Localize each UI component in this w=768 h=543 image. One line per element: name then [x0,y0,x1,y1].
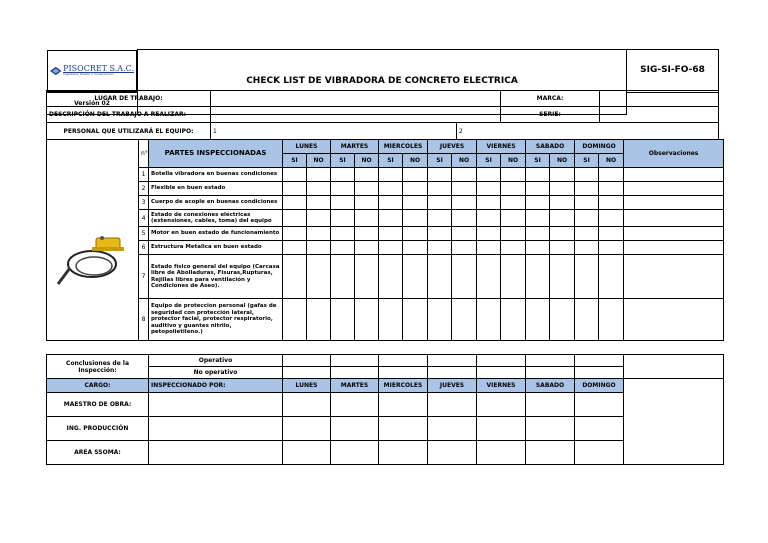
si-header: SI [331,154,355,168]
sig-obs[interactable] [624,379,724,465]
check-cell[interactable] [331,182,355,196]
cell[interactable] [526,367,575,379]
check-cell[interactable] [599,299,624,341]
check-cell[interactable] [355,255,379,299]
check-cell[interactable] [379,196,403,210]
check-cell[interactable] [452,241,477,255]
obs-cell[interactable] [624,168,724,182]
inspeccionado-header: INSPECCIONADO POR: [149,379,283,393]
check-cell[interactable] [550,227,575,241]
check-cell[interactable] [307,210,331,227]
day-header-domingo: DOMINGO [575,140,624,154]
check-cell[interactable] [283,255,307,299]
marca-field[interactable] [600,91,719,107]
check-cell[interactable] [501,241,526,255]
sig-cell[interactable] [526,393,575,417]
vibrator-image [52,230,130,292]
check-cell[interactable] [403,168,428,182]
check-cell[interactable] [283,241,307,255]
no-header: NO [550,154,575,168]
no-header: NO [452,154,477,168]
check-cell[interactable] [403,196,428,210]
sig-day-viernes: VIERNES [477,379,526,393]
check-cell[interactable] [428,255,452,299]
obs-cell[interactable] [624,241,724,255]
cell[interactable] [331,367,379,379]
check-cell[interactable] [477,299,501,341]
serie-label: SERIE: [501,107,600,123]
descripcion-field[interactable] [211,107,501,123]
cell[interactable] [283,367,331,379]
lugar-field[interactable] [211,91,501,107]
check-cell[interactable] [550,255,575,299]
check-cell[interactable] [550,241,575,255]
sig-day-jueves: JUEVES [428,379,477,393]
si-header: SI [575,154,599,168]
check-cell[interactable] [428,241,452,255]
check-cell[interactable] [550,182,575,196]
check-cell[interactable] [599,182,624,196]
obs-cell[interactable] [624,255,724,299]
marca-label: MARCA: [501,91,600,107]
check-cell[interactable] [307,168,331,182]
sig-cell[interactable] [575,393,624,417]
si-header: SI [428,154,452,168]
sig-cell[interactable] [526,441,575,465]
no-header: NO [307,154,331,168]
obs-cell[interactable] [624,182,724,196]
obs-cell[interactable] [624,299,724,341]
check-cell[interactable] [403,241,428,255]
item-text: Equipo de proteccion personal (gafas de seguridad con protección lateral, protector facial, protector respiratorio, auditivo y guantes nitrilo, petopolietileno.) [149,299,283,341]
check-cell[interactable] [599,168,624,182]
check-cell[interactable] [403,182,428,196]
check-cell[interactable] [355,241,379,255]
item-number: 6 [139,241,149,255]
day-header-sabado: SABADO [526,140,575,154]
check-cell[interactable] [403,255,428,299]
check-cell[interactable] [403,227,428,241]
obs-header: Observaciones [624,140,724,168]
check-cell[interactable] [575,227,599,241]
check-cell[interactable] [428,168,452,182]
check-cell[interactable] [379,182,403,196]
check-cell[interactable] [452,255,477,299]
sig-day-sabado: SABADO [526,379,575,393]
check-cell[interactable] [283,182,307,196]
item-text: Flexible en buen estado [149,182,283,196]
sig-cell[interactable] [526,417,575,441]
signatures-section [46,378,724,465]
item-number: 1 [139,168,149,182]
check-cell[interactable] [428,210,452,227]
check-cell[interactable] [526,255,550,299]
checklist-table [46,139,724,341]
check-cell[interactable] [550,196,575,210]
check-cell[interactable] [307,255,331,299]
personal-label: PERSONAL QUE UTILIZARÁ EL EQUIPO: [47,123,211,140]
operativo-label: Operativo [149,355,283,367]
check-cell[interactable] [379,241,403,255]
company-tagline: Ingeniería, Diseño y Construcción [63,72,114,76]
check-cell[interactable] [575,255,599,299]
check-cell[interactable] [501,255,526,299]
check-cell[interactable] [452,168,477,182]
info-section [46,90,719,123]
check-cell[interactable] [355,196,379,210]
check-cell[interactable] [477,168,501,182]
sig-cell[interactable] [283,417,331,441]
sig-cell[interactable] [283,441,331,465]
check-cell[interactable] [477,241,501,255]
form-code: SIG-SI-FO-68 [627,50,719,93]
check-cell[interactable] [307,196,331,210]
cell[interactable] [477,367,526,379]
check-cell[interactable] [575,241,599,255]
check-cell[interactable] [331,241,355,255]
sig-day-miercoles: MIERCOLES [379,379,428,393]
sig-cell[interactable] [331,441,379,465]
sig-name-cell[interactable] [149,393,283,417]
check-cell[interactable] [331,227,355,241]
serie-field[interactable] [600,107,719,123]
check-cell[interactable] [307,227,331,241]
cell[interactable] [428,355,477,367]
check-cell[interactable] [355,182,379,196]
check-cell[interactable] [575,210,599,227]
item-text: Estado físico general del equipo (Carcasa libre de Abolladuras, Fisuras,Rupturas, Rejillas libres para ventilación y Condiciones de Aseo). [149,255,283,299]
day-header-martes: MARTES [331,140,379,154]
sig-cell[interactable] [331,417,379,441]
check-cell[interactable] [452,182,477,196]
no-header: NO [355,154,379,168]
check-cell[interactable] [452,210,477,227]
sig-cell[interactable] [477,417,526,441]
no-header: NO [403,154,428,168]
check-cell[interactable] [428,299,452,341]
si-header: SI [477,154,501,168]
form-version: Versión 02 [47,92,138,114]
check-cell[interactable] [428,182,452,196]
item-number: 4 [139,210,149,227]
check-cell[interactable] [575,196,599,210]
sig-cell[interactable] [283,393,331,417]
sig-role: MAESTRO DE OBRA: [47,393,149,417]
check-cell[interactable] [477,255,501,299]
check-cell[interactable] [526,241,550,255]
cell[interactable] [575,355,624,367]
sig-cell[interactable] [428,417,477,441]
check-cell[interactable] [477,182,501,196]
check-cell[interactable] [331,299,355,341]
no-header: NO [599,154,624,168]
check-cell[interactable] [477,196,501,210]
check-cell[interactable] [526,299,550,341]
check-cell[interactable] [355,299,379,341]
form-title: CHECK LIST DE VIBRADORA DE CONCRETO ELECTRICA [138,50,627,115]
cargo-header: CARGO: [47,379,149,393]
check-cell[interactable] [501,299,526,341]
cell[interactable] [575,367,624,379]
personal-field-2[interactable]: 2 [457,123,719,140]
item-number: 5 [139,227,149,241]
item-number: 7 [139,255,149,299]
day-header-lunes: LUNES [283,140,331,154]
concrete-vibrator-icon [52,230,130,292]
item-text: Botella vibradora en buenas condiciones [149,168,283,182]
sig-day-domingo: DOMINGO [575,379,624,393]
check-cell[interactable] [599,210,624,227]
si-header: SI [379,154,403,168]
item-number: 8 [139,299,149,341]
day-header-miercoles: MIERCOLES [379,140,428,154]
check-cell[interactable] [526,168,550,182]
sig-cell[interactable] [477,441,526,465]
sig-name-cell[interactable] [149,417,283,441]
logo-icon [50,64,62,78]
check-cell[interactable] [501,196,526,210]
check-cell[interactable] [575,299,599,341]
check-cell[interactable] [550,168,575,182]
check-cell[interactable] [403,210,428,227]
check-cell[interactable] [501,227,526,241]
check-cell[interactable] [599,227,624,241]
obs-cell[interactable] [624,210,724,227]
check-cell[interactable] [452,196,477,210]
cell[interactable] [428,367,477,379]
check-cell[interactable] [307,241,331,255]
check-cell[interactable] [283,210,307,227]
check-cell[interactable] [452,299,477,341]
sig-cell[interactable] [379,417,428,441]
si-header: SI [526,154,550,168]
sig-cell[interactable] [379,393,428,417]
check-cell[interactable] [526,210,550,227]
no-operativo-label: No operativo [149,367,283,379]
day-header-viernes: VIERNES [477,140,526,154]
check-cell[interactable] [550,299,575,341]
check-cell[interactable] [599,196,624,210]
check-cell[interactable] [307,299,331,341]
check-cell[interactable] [283,196,307,210]
item-text: Estado de conexiones eléctricas (extensiones, cables, toma) del equipo [149,210,283,227]
cell[interactable] [379,355,428,367]
conclusions-label: Conclusiones de la Inspección: [47,355,149,379]
check-cell[interactable] [379,168,403,182]
cell[interactable] [526,355,575,367]
lugar-label: LUGAR DE TRABAJO: [47,91,211,107]
sig-day-martes: MARTES [331,379,379,393]
check-cell[interactable] [355,168,379,182]
check-cell[interactable] [283,168,307,182]
personal-row [46,122,719,140]
descripcion-label: DESCRIPCIÓN DEL TRABAJO A REALIZAR: [47,107,211,123]
check-cell[interactable] [477,227,501,241]
check-cell[interactable] [575,168,599,182]
sig-cell[interactable] [428,393,477,417]
si-header: SI [283,154,307,168]
check-cell[interactable] [331,255,355,299]
check-cell[interactable] [599,241,624,255]
check-cell[interactable] [501,168,526,182]
check-cell[interactable] [428,196,452,210]
item-text: Motor en buen estado de funcionamiento [149,227,283,241]
conclusions-obs[interactable] [624,355,724,379]
check-cell[interactable] [307,182,331,196]
obs-cell[interactable] [624,227,724,241]
company-name: PISOCRET S.A.C. [63,64,134,73]
check-cell[interactable] [379,210,403,227]
no-header: NO [501,154,526,168]
check-cell[interactable] [283,227,307,241]
cell[interactable] [379,367,428,379]
cell[interactable] [283,355,331,367]
check-cell[interactable] [501,182,526,196]
check-cell[interactable] [331,210,355,227]
check-cell[interactable] [599,255,624,299]
sig-role: ING. PRODUCCIÓN [47,417,149,441]
check-cell[interactable] [477,210,501,227]
check-cell[interactable] [501,210,526,227]
sig-cell[interactable] [428,441,477,465]
num-header: n° [139,140,149,168]
check-cell[interactable] [403,299,428,341]
check-cell[interactable] [428,227,452,241]
check-cell[interactable] [355,227,379,241]
check-cell[interactable] [379,255,403,299]
sig-day-lunes: LUNES [283,379,331,393]
check-cell[interactable] [379,227,403,241]
sig-cell[interactable] [575,441,624,465]
check-cell[interactable] [331,196,355,210]
obs-cell[interactable] [624,196,724,210]
item-number: 3 [139,196,149,210]
item-text: Cuerpo de acople en buenas condiciones [149,196,283,210]
check-cell[interactable] [379,299,403,341]
check-cell[interactable] [526,182,550,196]
check-cell[interactable] [526,227,550,241]
cell[interactable] [477,355,526,367]
check-cell[interactable] [452,227,477,241]
personal-field-1[interactable]: 1 [211,123,457,140]
item-text: Estructura Metalica en buen estado [149,241,283,255]
check-cell[interactable] [331,168,355,182]
sig-name-cell[interactable] [149,441,283,465]
sig-cell[interactable] [477,393,526,417]
conclusions-section [46,354,724,379]
cell[interactable] [331,355,379,367]
company-logo [47,50,138,92]
item-number: 2 [139,182,149,196]
check-cell[interactable] [526,196,550,210]
sig-role: AREA SSOMA: [47,441,149,465]
sig-cell[interactable] [331,393,379,417]
day-header-jueves: JUEVES [428,140,477,154]
check-cell[interactable] [575,182,599,196]
sig-cell[interactable] [575,417,624,441]
check-cell[interactable] [355,210,379,227]
sig-cell[interactable] [379,441,428,465]
check-cell[interactable] [550,210,575,227]
check-cell[interactable] [283,299,307,341]
parts-header: PARTES INSPECCIONADAS [149,140,283,168]
